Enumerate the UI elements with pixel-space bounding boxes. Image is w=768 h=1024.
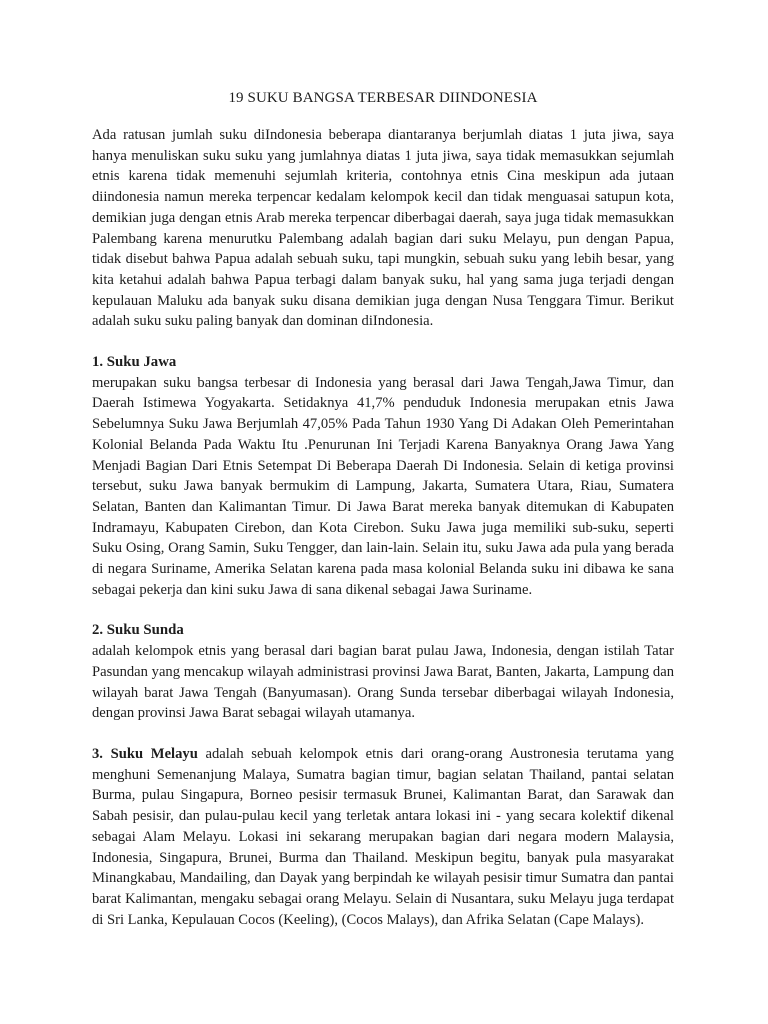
section-suku-melayu — [92, 744, 674, 930]
section-suku-jawa — [92, 352, 674, 600]
section-heading-suku-sunda: 2. Suku Sunda — [92, 622, 184, 639]
intro-paragraph: Ada ratusan jumlah suku diIndonesia beberapa diantaranya berjumlah diatas 1 juta jiwa, saya hanya menuliskan suku suku yang jumlahnya diatas 1 juta jiwa, saya tidak memasukkan sejumlah etnis karena tidak memenuhi sejumlah kriteria, contohnya etnis Cina meskipun ada jutaan diindonesia namun mereka terpencar kedalam kelompok kecil dan tidak menguasai satupun kota, demikian juga dengan etnis Arab mereka terpencar diberbagai daerah, saya juga tidak memasukkan Palembang karena menurutku Palembang adalah bagian dari suku Melayu, pun dengan Papua, tidak disebut bahwa Papua adalah sebuah suku, tapi mungkin, sebuah suku yang lebih besar, yang kita ketahui adalah bahwa Papua terbagi dalam banyak suku, hal yang sama juga terjadi dengan kepulauan Maluku ada banyak suku disana demikian juga dengan Nusa Tenggara Timur. Berikut adalah suku suku paling banyak dan dominan diIndonesia. — [92, 127, 674, 330]
section-suku-sunda — [92, 620, 674, 724]
section-body-suku-melayu: adalah sebuah kelompok etnis dari orang-orang Austronesia terutama yang menghuni Semenanjung Malaya, Sumatra bagian timur, bagian selatan Thailand, pantai selatan Burma, pulau Singapura, Borneo pesisir termasuk Brunei, Kalimantan Barat, dan Sarawak dan Sabah pesisir, dan pulau-pulau kecil yang terletak antara lokasi ini - yang secara kolektif dikenal sebagai Alam Melayu. Lokasi ini sekarang merupakan bagian dari negara modern Malaysia, Indonesia, Singapura, Brunei, Burma dan Thailand. Meskipun begitu, banyak pula masyarakat Minangkabau, Mandailing, dan Dayak yang berpindah ke wilayah pesisir timur Sumatra dan pantai barat Kalimantan, mengaku sebagai orang Melayu. Selain di Nusantara, suku Melayu juga terdapat di Sri Lanka, Kepulauan Cocos (Keeling), (Cocos Malays), dan Afrika Selatan (Cape Malays). — [92, 745, 674, 928]
section-paragraph-suku-melayu — [92, 744, 674, 930]
section-heading-suku-jawa: 1. Suku Jawa — [92, 354, 177, 371]
section-body-suku-sunda: adalah kelompok etnis yang berasal dari bagian barat pulau Jawa, Indonesia, dengan istilah Tatar Pasundan yang mencakup wilayah administrasi provinsi Jawa Barat, Banten, Jakarta, Lampung dan wilayah barat Jawa Tengah (Banyumasan). Orang Sunda tersebar diberbagai wilayah Indonesia, dengan provinsi Jawa Barat sebagai wilayah utamanya. — [92, 643, 674, 722]
section-heading-suku-melayu: 3. Suku Melayu — [92, 745, 198, 762]
document-title: 19 SUKU BANGSA TERBESAR DIINDONESIA — [228, 90, 538, 106]
section-body-suku-jawa: merupakan suku bangsa terbesar di Indonesia yang berasal dari Jawa Tengah,Jawa Timur, dan Daerah Istimewa Yogyakarta. Setidaknya 41,7% penduduk Indonesia merupakan etnis Jawa Sebelumnya Suku Jawa Berjumlah 47,05% Pada Tahun 1930 Yang Di Adakan Oleh Pemerintahan Kolonial Belanda Pada Waktu Itu .Penurunan Ini Terjadi Karena Banyaknya Orang Jawa Yang Menjadi Bagian Dari Etnis Setempat Di Beberapa Daerah Di Indonesia. Selain di ketiga provinsi tersebut, suku Jawa banyak bermukim di Lampung, Jakarta, Sumatera Utara, Riau, Sumatera Selatan, Banten dan Kalimantan Timur. Di Jawa Barat mereka banyak ditemukan di Kabupaten Indramayu, Kabupaten Cirebon, dan Kota Cirebon. Suku Jawa juga memiliki sub-suku, seperti Suku Osing, Orang Samin, Suku Tengger, dan lain-lain. Selain itu, suku Jawa ada pula yang berada di negara Suriname, Amerika Selatan karena pada masa kolonial Belanda suku ini dibawa ke sana sebagai pekerja dan kini suku Jawa di sana dikenal sebagai Jawa Suriname. — [92, 374, 674, 598]
